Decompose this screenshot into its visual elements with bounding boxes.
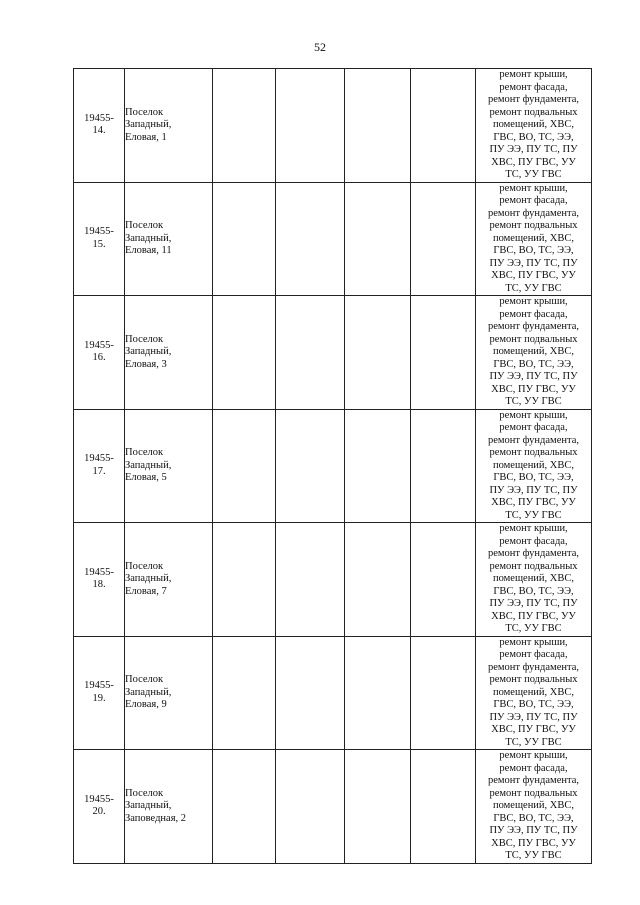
address-line: Еловая, 1 bbox=[125, 131, 167, 143]
empty-cell bbox=[411, 409, 476, 523]
works-line: ремонт подвальных bbox=[489, 560, 578, 572]
address-line: Западный, bbox=[125, 573, 172, 584]
works-line: ТС, УУ ГВС bbox=[505, 282, 562, 294]
works-line: ГВС, ВО, ТС, ЭЭ, bbox=[493, 585, 574, 597]
works-line: ремонт фасада, bbox=[499, 535, 568, 547]
address-line: Поселок bbox=[125, 560, 164, 572]
empty-cell bbox=[345, 750, 411, 864]
works-cell bbox=[476, 296, 592, 410]
works-line: ремонт фасада, bbox=[499, 762, 568, 774]
works-line: ремонт фасада, bbox=[499, 81, 568, 93]
object-number-line: 19455- bbox=[84, 680, 114, 692]
works-line: ремонт подвальных bbox=[489, 447, 578, 458]
empty-cell bbox=[213, 182, 276, 296]
works-line: ХВС, ПУ ГВС, УУ bbox=[491, 724, 576, 735]
works-line: ремонт крыши, bbox=[499, 409, 568, 421]
works-line: ТС, УУ ГВС bbox=[505, 623, 562, 634]
works-line: ремонт крыши, bbox=[499, 523, 568, 534]
address-line: Западный, bbox=[125, 800, 172, 811]
works-line: помещений, ХВС, bbox=[492, 232, 575, 244]
works-cell bbox=[476, 69, 592, 183]
works-line: ПУ ЭЭ, ПУ ТС, ПУ bbox=[489, 598, 578, 609]
table-row bbox=[74, 409, 592, 523]
works-line: ХВС, ПУ ГВС, УУ bbox=[491, 837, 576, 849]
works-line: ремонт крыши, bbox=[499, 636, 568, 648]
works-line: ПУ ЭЭ, ПУ ТС, ПУ bbox=[489, 484, 578, 496]
address-line: Еловая, 9 bbox=[125, 699, 167, 710]
works-line: ремонт фасада, bbox=[499, 649, 568, 660]
address-line: Еловая, 3 bbox=[125, 358, 167, 370]
works-line: ремонт крыши, bbox=[499, 69, 568, 80]
works-line: ремонт фундамента, bbox=[488, 434, 579, 446]
object-number-line: 19455- bbox=[84, 226, 114, 238]
object-number-cell bbox=[74, 409, 125, 523]
works-line: ремонт фундамента, bbox=[488, 94, 579, 105]
address-line: Заповедная, 2 bbox=[125, 812, 187, 824]
works-cell bbox=[476, 409, 592, 523]
works-line: ремонт фундамента, bbox=[488, 207, 579, 219]
empty-cell bbox=[213, 523, 276, 637]
address-line: Еловая, 7 bbox=[125, 585, 167, 597]
works-line: ХВС, ПУ ГВС, УУ bbox=[491, 383, 576, 395]
address-line: Западный, bbox=[125, 686, 172, 698]
works-cell bbox=[476, 636, 592, 750]
works-line: ГВС, ВО, ТС, ЭЭ, bbox=[493, 699, 574, 710]
empty-cell bbox=[411, 296, 476, 410]
works-line: ХВС, ПУ ГВС, УУ bbox=[491, 497, 576, 508]
address-line: Поселок bbox=[125, 447, 164, 458]
page-number: 52 bbox=[314, 40, 326, 54]
works-line: ремонт подвальных bbox=[489, 220, 578, 231]
empty-cell bbox=[276, 636, 345, 750]
table-row bbox=[74, 523, 592, 637]
works-line: помещений, ХВС, bbox=[492, 346, 575, 357]
empty-cell bbox=[213, 636, 276, 750]
empty-cell bbox=[213, 296, 276, 410]
empty-cell bbox=[213, 69, 276, 183]
table-row bbox=[74, 296, 592, 410]
address-line: Поселок bbox=[125, 220, 164, 231]
object-number-line: 17. bbox=[92, 465, 106, 477]
works-line: ПУ ЭЭ, ПУ ТС, ПУ bbox=[489, 371, 578, 382]
works-line: ремонт подвальных bbox=[489, 333, 578, 345]
object-number-cell bbox=[74, 523, 125, 637]
empty-cell bbox=[213, 750, 276, 864]
table-row bbox=[74, 636, 592, 750]
works-line: ремонт фасада, bbox=[499, 195, 568, 206]
address-line: Западный, bbox=[125, 232, 172, 244]
address-cell bbox=[125, 750, 213, 864]
object-number-cell bbox=[74, 69, 125, 183]
works-line: ремонт фасада, bbox=[499, 308, 568, 320]
empty-cell bbox=[276, 523, 345, 637]
table-row bbox=[74, 69, 592, 183]
empty-cell bbox=[345, 409, 411, 523]
address-cell bbox=[125, 182, 213, 296]
empty-cell bbox=[411, 636, 476, 750]
empty-cell bbox=[276, 409, 345, 523]
works-line: помещений, ХВС, bbox=[492, 800, 575, 811]
address-cell bbox=[125, 636, 213, 750]
works-line: ремонт подвальных bbox=[489, 787, 578, 799]
object-number-cell bbox=[74, 636, 125, 750]
works-line: ГВС, ВО, ТС, ЭЭ, bbox=[493, 131, 574, 143]
empty-cell bbox=[411, 750, 476, 864]
object-number-line: 16. bbox=[92, 352, 106, 364]
address-cell bbox=[125, 409, 213, 523]
table-row bbox=[74, 750, 592, 864]
object-number-line: 19455- bbox=[84, 339, 114, 351]
works-line: помещений, ХВС, bbox=[492, 459, 575, 471]
empty-cell bbox=[345, 69, 411, 183]
works-line: ТС, УУ ГВС bbox=[505, 169, 562, 180]
empty-cell bbox=[345, 296, 411, 410]
empty-cell bbox=[276, 296, 345, 410]
object-number-line: 14. bbox=[92, 125, 106, 137]
object-number-line: 20. bbox=[92, 806, 106, 818]
registry-table bbox=[73, 68, 592, 864]
works-cell bbox=[476, 750, 592, 864]
address-line: Западный, bbox=[125, 459, 172, 471]
object-number-line: 19455- bbox=[84, 566, 114, 578]
works-line: ТС, УУ ГВС bbox=[505, 396, 562, 407]
object-number-line: 19455- bbox=[84, 112, 114, 124]
empty-cell bbox=[213, 409, 276, 523]
works-line: помещений, ХВС, bbox=[492, 573, 575, 584]
empty-cell bbox=[276, 182, 345, 296]
empty-cell bbox=[345, 636, 411, 750]
address-line: Поселок bbox=[125, 333, 164, 345]
address-line: Западный, bbox=[125, 346, 172, 357]
address-cell bbox=[125, 296, 213, 410]
empty-cell bbox=[345, 523, 411, 637]
empty-cell bbox=[411, 182, 476, 296]
works-line: ПУ ЭЭ, ПУ ТС, ПУ bbox=[489, 825, 578, 836]
works-line: помещений, ХВС, bbox=[492, 119, 575, 130]
works-line: ТС, УУ ГВС bbox=[505, 509, 562, 521]
works-line: ТС, УУ ГВС bbox=[505, 850, 562, 861]
object-number-line: 19. bbox=[92, 692, 106, 704]
address-line: Западный, bbox=[125, 119, 172, 130]
table-row bbox=[74, 182, 592, 296]
works-line: ГВС, ВО, ТС, ЭЭ, bbox=[493, 358, 574, 370]
object-number-cell bbox=[74, 750, 125, 864]
empty-cell bbox=[276, 750, 345, 864]
registry-body bbox=[74, 69, 592, 864]
object-number-line: 19455- bbox=[84, 453, 114, 465]
object-number-cell bbox=[74, 182, 125, 296]
works-line: ГВС, ВО, ТС, ЭЭ, bbox=[493, 812, 574, 824]
empty-cell bbox=[345, 182, 411, 296]
address-line: Еловая, 5 bbox=[125, 472, 167, 483]
works-line: ремонт фундамента, bbox=[488, 661, 579, 673]
works-line: ПУ ЭЭ, ПУ ТС, ПУ bbox=[489, 257, 578, 269]
works-line: ГВС, ВО, ТС, ЭЭ, bbox=[493, 245, 574, 256]
works-line: помещений, ХВС, bbox=[492, 686, 575, 698]
works-cell bbox=[476, 523, 592, 637]
address-cell bbox=[125, 69, 213, 183]
works-line: ремонт фасада, bbox=[499, 422, 568, 433]
works-line: ремонт фундамента, bbox=[488, 775, 579, 786]
empty-cell bbox=[411, 523, 476, 637]
object-number-line: 19455- bbox=[84, 793, 114, 805]
object-number-cell bbox=[74, 296, 125, 410]
works-line: ремонт крыши, bbox=[499, 296, 568, 307]
works-line: ТС, УУ ГВС bbox=[505, 736, 562, 748]
works-line: ХВС, ПУ ГВС, УУ bbox=[491, 156, 576, 168]
empty-cell bbox=[411, 69, 476, 183]
address-line: Еловая, 11 bbox=[125, 245, 172, 256]
address-line: Поселок bbox=[125, 674, 164, 685]
works-line: ремонт фундамента, bbox=[488, 548, 579, 559]
address-line: Поселок bbox=[125, 106, 164, 118]
address-cell bbox=[125, 523, 213, 637]
works-line: ремонт подвальных bbox=[489, 674, 578, 685]
works-line: ПУ ЭЭ, ПУ ТС, ПУ bbox=[489, 711, 578, 723]
works-cell bbox=[476, 182, 592, 296]
object-number-line: 15. bbox=[92, 238, 106, 250]
address-line: Поселок bbox=[125, 787, 164, 799]
works-line: ремонт крыши, bbox=[499, 750, 568, 761]
works-line: ПУ ЭЭ, ПУ ТС, ПУ bbox=[489, 144, 578, 155]
works-line: ГВС, ВО, ТС, ЭЭ, bbox=[493, 472, 574, 483]
empty-cell bbox=[276, 69, 345, 183]
works-line: ХВС, ПУ ГВС, УУ bbox=[491, 610, 576, 622]
works-line: ремонт фундамента, bbox=[488, 321, 579, 332]
works-line: ремонт крыши, bbox=[499, 182, 568, 194]
works-line: ХВС, ПУ ГВС, УУ bbox=[491, 270, 576, 281]
object-number-line: 18. bbox=[92, 579, 106, 591]
works-line: ремонт подвальных bbox=[489, 106, 578, 118]
